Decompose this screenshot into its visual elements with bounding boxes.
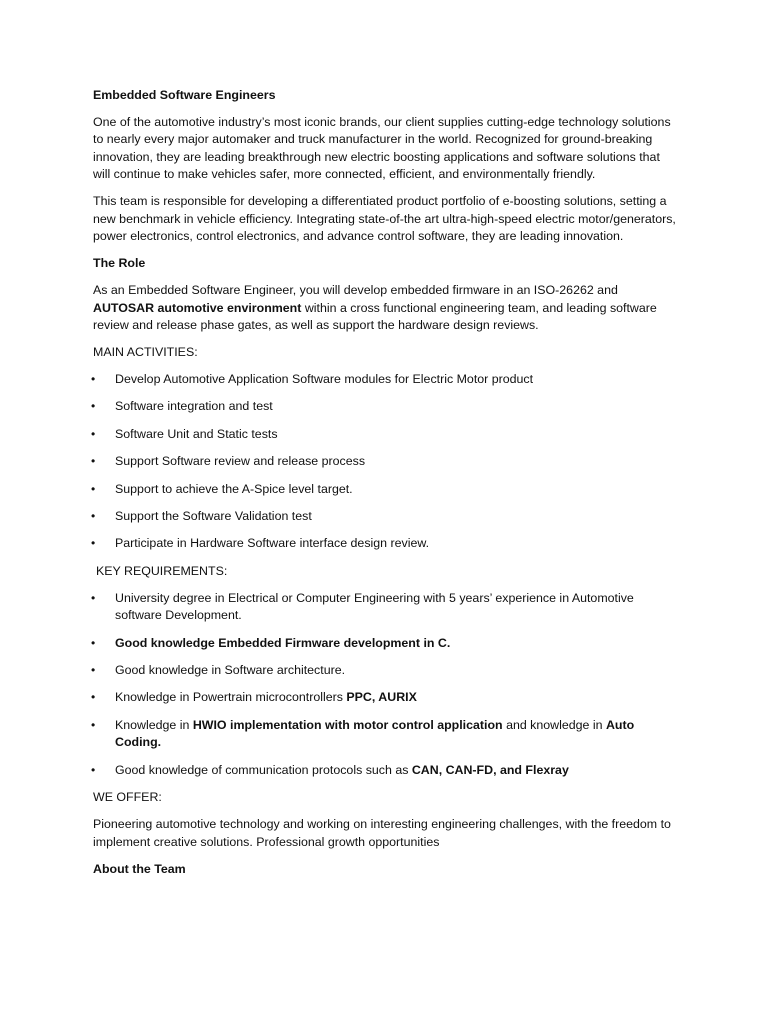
list-item-text: and knowledge in — [502, 717, 606, 732]
intro-paragraph: One of the automotive industry’s most iconic brands, our client supplies cutting-edge technology solutions to nearly every major automaker and truck manufacturer in the world. Recognized for ground-breaking innovation, they are leading breakthrough new electric boosting applications and software solutions that will continue to make vehicles safer, more connected, efficient, and environmentally friendly. — [93, 114, 671, 181]
list-item-text: Software Unit and Static tests — [115, 426, 278, 441]
bullet-icon: • — [91, 717, 96, 732]
bullet-icon: • — [91, 762, 96, 777]
list-item — [93, 508, 678, 526]
list-item — [93, 481, 678, 499]
list-item-text: Knowledge in Powertrain microcontrollers — [115, 690, 347, 705]
role-paragraph — [93, 282, 678, 335]
list-item-text: Support Software review and release process — [115, 454, 366, 469]
list-item — [93, 717, 678, 752]
list-item — [93, 426, 678, 444]
main-activities-list — [93, 371, 678, 553]
team-paragraph: This team is responsible for developing a differentiated product portfolio of e-boosting solutions, setting a new benchmark in vehicle efficiency. Integrating state-of-the art ultra-high-speed electric motor/generators, power electronics, control electronics, and advance control software, they are leading innovation. — [93, 194, 676, 243]
key-requirements-list — [93, 590, 678, 779]
list-item-text-bold: Auto Coding. — [115, 717, 635, 750]
main-activities-heading: MAIN ACTIVITIES: — [93, 345, 198, 359]
list-item-text: Participate in Hardware Software interface design review. — [115, 536, 430, 551]
list-item-text: Good knowledge of communication protocols such as — [115, 762, 412, 777]
list-item — [93, 453, 678, 471]
we-offer-paragraph: Pioneering automotive technology and working on interesting engineering challenges, with the freedom to implement creative solutions. Professional growth opportunities — [93, 817, 671, 849]
role-text-part2: within a cross functional engineering team, and leading software review and release phase gates, as well as support the hardware design reviews. — [93, 300, 657, 332]
document-title: Embedded Software Engineers — [93, 88, 276, 102]
bullet-icon: • — [91, 508, 96, 523]
bullet-icon: • — [91, 399, 96, 414]
bullet-icon: • — [91, 635, 96, 650]
list-item-text-bold: HWIO implementation with motor control application — [192, 717, 503, 732]
key-requirements-heading: KEY REQUIREMENTS: — [96, 563, 228, 578]
list-item — [93, 590, 678, 625]
bullet-icon: • — [91, 454, 96, 469]
role-text-part1: As an Embedded Software Engineer, you will develop embedded firmware in an ISO-26262 and — [93, 283, 618, 297]
role-heading: The Role — [93, 256, 146, 270]
list-item — [93, 662, 678, 680]
list-item-text-bold: CAN, CAN-FD, and Flexray — [411, 762, 569, 777]
bullet-icon: • — [91, 372, 96, 386]
list-item-text: Good knowledge Embedded Firmware development in C. — [115, 635, 451, 650]
list-item — [93, 371, 678, 389]
bullet-icon: • — [91, 426, 96, 441]
list-item — [93, 689, 678, 707]
document-page — [93, 87, 678, 888]
list-item-text: Good knowledge in Software architecture. — [115, 663, 346, 678]
bullet-icon: • — [91, 690, 96, 705]
bullet-icon: • — [91, 663, 96, 678]
we-offer-heading: WE OFFER: — [93, 790, 162, 805]
list-item-text: Support the Software Validation test — [115, 508, 312, 523]
list-item — [93, 398, 678, 416]
list-item — [93, 535, 678, 553]
list-item-text: Develop Automotive Application Software modules for Electric Motor product — [115, 372, 534, 386]
bullet-icon: • — [91, 536, 96, 551]
list-item-text: Support to achieve the A-Spice level target. — [115, 481, 353, 496]
list-item-text: Software integration and test — [115, 399, 273, 414]
list-item-text: University degree in Electrical or Computer Engineering with 5 years’ experience in Automotive software Development. — [115, 590, 634, 623]
bullet-icon: • — [91, 481, 96, 496]
role-text-bold: AUTOSAR automotive environment — [93, 300, 302, 315]
about-team-heading: About the Team — [93, 861, 186, 876]
list-item-text: Knowledge in — [115, 717, 193, 732]
list-item-text-bold: PPC, AURIX — [346, 690, 417, 705]
bullet-icon: • — [91, 590, 96, 605]
list-item — [93, 762, 678, 780]
list-item — [93, 635, 678, 653]
